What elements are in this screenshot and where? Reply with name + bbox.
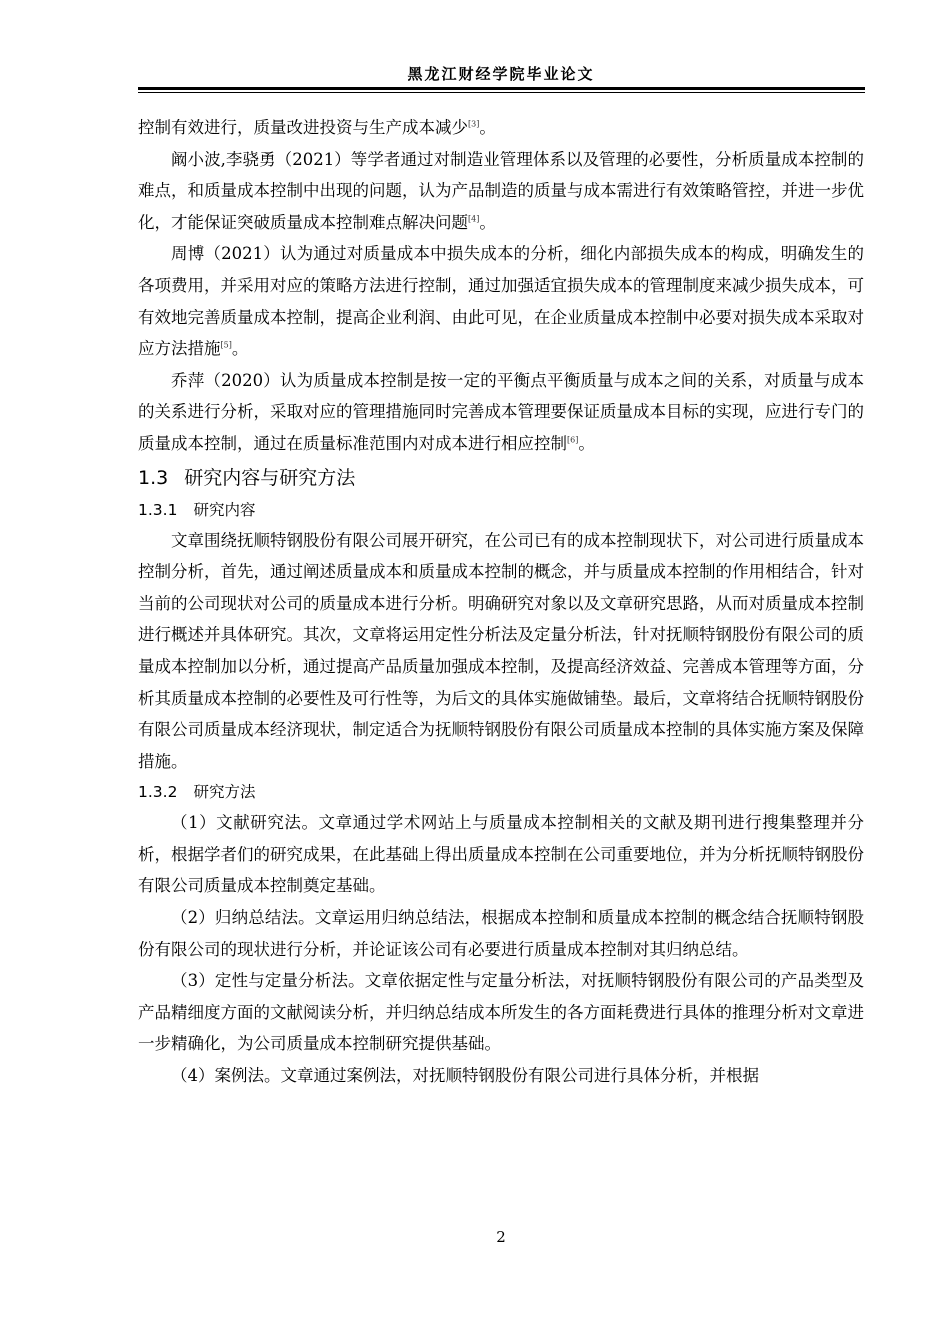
document-body (138, 112, 864, 1092)
section-heading-1-3-1: 1.3.1 研究内容 (138, 500, 256, 519)
paragraph-literature-qiao: 乔萍（2020）认为质量成本控制是按一定的平衡点平衡质量与成本之间的关系，对质量与成本的关系进行分析，采取对应的管理措施同时完善成本管理要保证质量成本目标的实现，应进行专门的质量成本控制，通过在质量标准范围内对成本进行相应控制[6]。 (138, 370, 864, 453)
section-heading-1-3: 1.3 研究内容与研究方法 (138, 466, 356, 489)
citation-ref: [6] (567, 435, 579, 445)
citation-ref: [4] (468, 214, 480, 224)
citation-ref: [5] (220, 340, 232, 350)
paragraph-literature-kan: 阚小波,李骁勇（2021）等学者通过对制造业管理体系以及管理的必要性，分析质量成本控制的难点，和质量成本控制中出现的问题，认为产品制造的质量与成本需进行有效策略管控，并进一步优化，才能保证突破质量成本控制难点解决问题[4]。 (138, 149, 864, 232)
paragraph-method-qualitative-quantitative: （3）定性与定量分析法。文章依据定性与定量分析法，对抚顺特钢股份有限公司的产品类型及产品精细度方面的文献阅读分析，并归纳总结成本所发生的各方面耗费进行具体的推理分析对文章进一步精确化，为公司质量成本控制研究提供基础。 (138, 971, 864, 1054)
paragraph-continuation: 控制有效进行，质量改进投资与生产成本减少[3]。 (138, 118, 496, 137)
header-divider-thin (138, 92, 865, 93)
section-heading-1-3-2: 1.3.2 研究方法 (138, 783, 256, 802)
paragraph-research-content: 文章围绕抚顺特钢股份有限公司展开研究，在公司已有的成本控制现状下，对公司进行质量成本控制分析，首先，通过阐述质量成本和质量成本控制的概念，并与质量成本控制的作用相结合，针对当前的公司现状对公司的质量成本进行分析。明确研究对象以及文章研究思路，从而对质量成本控制进行概述并具体研究。其次，文章将运用定性分析法及定量分析法，针对抚顺特钢股份有限公司的质量成本控制加以分析，通过提高产品质量加强成本控制，及提高经济效益、完善成本管理等方面，分析其质量成本控制的必要性及可行性等，为后文的具体实施做铺垫。最后，文章将结合抚顺特钢股份有限公司质量成本经济现状，制定适合为抚顺特钢股份有限公司质量成本控制的具体实施方案及保障措施。 (138, 530, 864, 771)
page-header-title: 黑龙江财经学院毕业论文 (407, 65, 595, 83)
header-divider-thick (138, 87, 865, 90)
paragraph-literature-zhou: 周博（2021）认为通过对质量成本中损失成本的分析，细化内部损失成本的构成，明确发生的各项费用，并采用对应的策略方法进行控制，通过加强适宜损失成本的管理制度来减少损失成本，可有效地完善质量成本控制，提高企业利润、由此可见，在企业质量成本控制中必要对损失成本采取对应方法措施[5]。 (138, 244, 864, 359)
page-number: 2 (496, 1228, 506, 1246)
paragraph-method-literature: （1）文献研究法。文章通过学术网站上与质量成本控制相关的文献及期刊进行搜集整理并分析，根据学者们的研究成果，在此基础上得出质量成本控制在公司重要地位，并为分析抚顺特钢股份有限公司质量成本控制奠定基础。 (138, 813, 864, 896)
paragraph-method-case: （4）案例法。文章通过案例法，对抚顺特钢股份有限公司进行具体分析，并根据 (171, 1066, 759, 1086)
paragraph-method-induction: （2）归纳总结法。文章运用归纳总结法，根据成本控制和质量成本控制的概念结合抚顺特钢股份有限公司的现状进行分析，并论证该公司有必要进行质量成本控制对其归纳总结。 (138, 908, 864, 959)
citation-ref: [3] (468, 119, 480, 129)
